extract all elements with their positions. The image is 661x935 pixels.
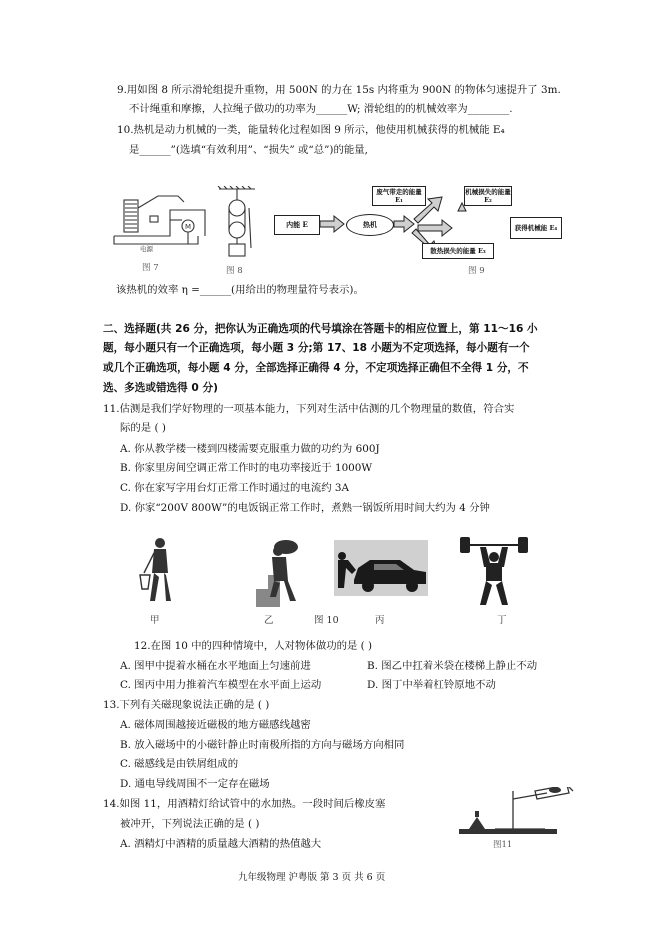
figure-10-a-bucket [138,535,182,607]
figure-10-b-label: 乙 [264,615,274,626]
page-footer: 九年级物理 沪粤版 第 3 页 共 6 页 [238,872,386,883]
figure-9-energy-flow [272,185,589,263]
section2-line1: 二、选择题(共 26 分，把你认为正确选项的代号填涂在答题卡的相应位置上，第 11～16 小 [103,323,538,335]
person-holding-barbell [458,535,530,607]
q12-option-b: B. 图乙中扛着米袋在楼梯上静止不动 [367,660,538,672]
section2-line3: 或几个正确选项，每小题 4 分，全部选择正确得 4 分，不定项选择正确但不全得 1 分，不 [103,362,529,374]
q13-option-b: B. 放入磁场中的小磁针静止时南极所指的方向与磁场方向相同 [120,739,405,751]
figure-10-b-stairs [252,535,304,607]
figure-8-pulley [217,186,257,262]
q14-option-a: A. 酒精灯中酒精的质量越大酒精的热值越大 [120,838,322,850]
person-pushing-car [334,540,428,596]
section2-line2: 题，每小题只有一个正确选项，每小题 3 分;第 17、18 小题为不定项选择，每小题有一个 [103,342,530,354]
person-carrying-bucket [138,535,182,607]
figure-10-c-label: 丙 [375,615,385,626]
heat-loss-box: 散热损失的能量 E₃ [422,243,494,259]
q13-option-c: C. 磁感线是由铁屑组成的 [120,758,239,770]
q10-line3: 该热机的效率 η =______(用给出的物理量符号表示)。 [116,284,364,296]
figure-10-c-car [334,540,428,596]
section2-line4: 选、多选或错选得 0 分) [103,382,218,394]
mechanical-energy-box: 获得机械能 E₄ [510,217,562,239]
q11-option-b: B. 你家里房间空调正常工作时的电功率接近于 1000W [120,462,373,474]
internal-energy-box: 内能 E [274,215,320,235]
q10-line2: 是______”(选填“有效利用”、“损失” 或“总”)的能量, [129,144,368,156]
q9-line2: 不计绳重和摩擦，人拉绳子做功的功率为______W; 滑轮组的的机械效率为________. [129,103,513,115]
figure-8-caption: 图 8 [226,266,243,276]
figure-11-caption: 图11 [493,840,513,850]
alcohol-lamp-test-tube [455,787,575,835]
figure-9-caption: 图 9 [468,266,485,276]
heat-engine-ellipse: 热机 [346,214,394,236]
q14-line1: 14.如图 11，用酒精灯给试管中的水加热。一段时间后橡皮塞 [103,798,386,810]
q10-line1: 10.热机是动力机械的一类，能量转化过程如图 9 所示，他使用机械获得的机械能 E₄ [117,124,505,136]
q9-line1: 9.用如图 8 所示滑轮组提升重物，用 500N 的力在 15s 内将重为 900N 的物体匀速提升了 3m. [117,84,561,96]
figure-10-d-label: 丁 [497,615,507,626]
motor-label: M [185,223,192,231]
q12-stem: 12.在图 10 中的四种情境中，人对物体做功的是 ( ) [134,640,373,652]
exhaust-energy-box: 废气带走的能量 E₁ [372,186,426,206]
q13-option-a: A. 磁体周围越接近磁极的地方磁感线越密 [120,719,311,731]
q12-option-d: D. 图丁中举着杠铃原地不动 [367,679,496,691]
power-source-label: 电源 [140,245,153,253]
person-on-stairs [252,535,304,607]
figure-7-circuit [110,188,210,258]
q11-line2: 际的是 ( ) [120,422,166,434]
q11-option-d: D. 你家“200V 800W”的电饭锅正常工作时，煮熟一锅饭所用时间大约为 4 分钟 [120,502,490,514]
figure-11-apparatus [455,787,575,835]
q11-line1: 11.估测是我们学好物理的一项基本能力，下列对生活中估测的几个物理量的数值，符合实 [103,403,515,415]
q13-stem: 13.下列有关磁现象说法正确的是 ( ) [103,699,270,711]
q12-option-a: A. 图甲中提着水桶在水平地面上匀速前进 [120,660,311,672]
q14-line2: 被冲开，下列说法正确的是 ( ) [120,818,260,830]
q13-option-d: D. 通电导线周围不一定存在磁场 [120,778,270,790]
mechanical-loss-box: 机械损失的能量 E₂ [465,188,511,204]
pulley-diagram [217,186,257,262]
circuit-diagram [110,188,210,258]
figure-10-d-barbell [458,535,530,607]
q11-option-a: A. 你从教学楼一楼到四楼需要克服重力做的功约为 600J [120,443,380,455]
figure-10-a-label: 甲 [150,615,160,626]
figure-10-caption: 图 10 [314,615,339,626]
q11-option-c: C. 你在家写字用台灯正常工作时通过的电流约 3A [120,482,350,494]
figure-7-caption: 图 7 [142,263,159,273]
q12-option-c: C. 图丙中用力推着汽车模型在水平面上运动 [120,679,322,691]
